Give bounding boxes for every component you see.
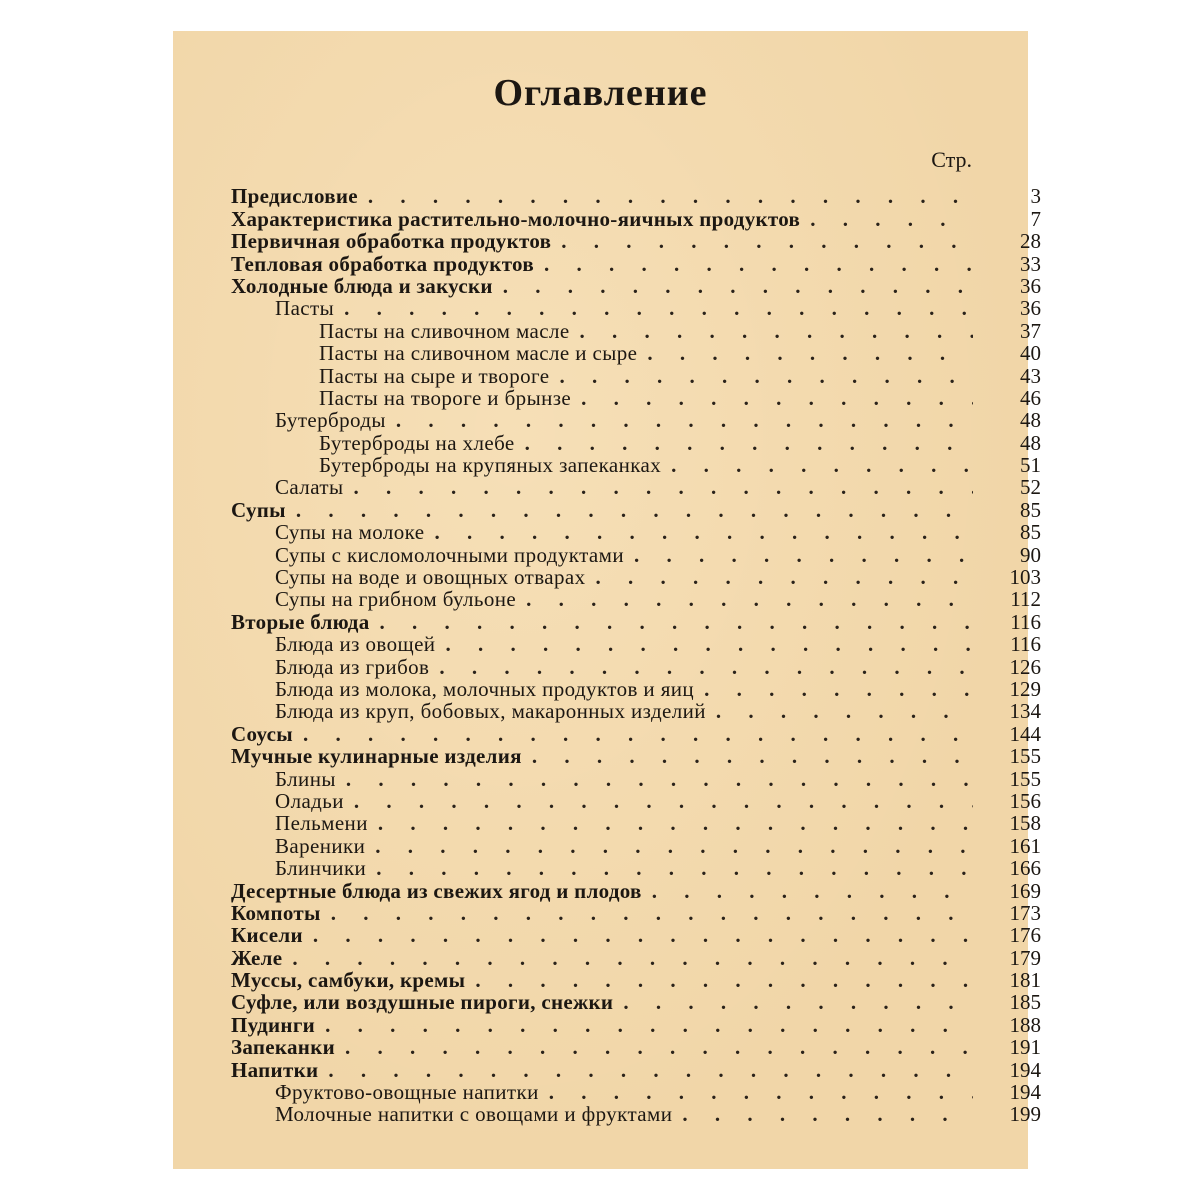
- toc-entry-page-number: 156: [1009, 788, 1041, 813]
- toc-entry-page-number: 169: [1009, 878, 1041, 903]
- toc-entry-label: Соусы: [231, 721, 293, 746]
- toc-entry: [231, 676, 1041, 701]
- toc-entry-label: Суфле, или воздушные пироги, снежки: [231, 990, 614, 1015]
- toc-entry: [231, 229, 1041, 254]
- toc-entry-label: Вторые блюда: [231, 609, 370, 634]
- toc-entry: [231, 296, 1041, 321]
- book-page: [173, 31, 1041, 1169]
- toc-entry-page-number: 90: [1020, 542, 1041, 567]
- toc-entry: [231, 609, 1041, 634]
- toc-entry: [231, 721, 1041, 746]
- dot-leader: [303, 723, 973, 745]
- toc-entry-label: Блины: [275, 766, 336, 791]
- toc-entry-page-number: 85: [1020, 520, 1041, 545]
- toc-entry: [231, 565, 1041, 590]
- toc-entry: [231, 1080, 1041, 1105]
- toc-entry-label: Супы на грибном бульоне: [275, 587, 517, 612]
- toc-entry-page-number: 33: [1020, 251, 1041, 276]
- page-column-header: Стр.: [931, 147, 972, 172]
- toc-entry: [231, 318, 1041, 343]
- toc-entry-label: Пасты на твороге и брынзе: [319, 385, 572, 410]
- toc-entry-label: Компоты: [231, 900, 321, 925]
- dot-leader: [296, 499, 973, 521]
- dot-leader: [596, 566, 973, 588]
- dot-leader: [503, 275, 973, 297]
- toc-entry-label: Блюда из круп, бобовых, макаронных изделий: [275, 699, 706, 724]
- dot-leader: [623, 991, 973, 1013]
- dot-leader: [559, 365, 973, 387]
- dot-leader: [328, 1059, 973, 1081]
- dot-leader: [652, 880, 973, 902]
- toc-entry-label: Блюда из овощей: [275, 632, 436, 657]
- dot-leader: [581, 387, 973, 409]
- toc-entry-label: Бутерброды: [275, 408, 386, 433]
- toc-entry-page-number: 129: [1009, 676, 1041, 701]
- toc-entry-page-number: 194: [1009, 1057, 1041, 1082]
- toc-entry-label: Первичная обработка продуктов: [231, 229, 552, 254]
- dot-leader: [375, 835, 973, 857]
- dot-leader: [380, 611, 973, 633]
- toc-entry-page-number: 179: [1009, 945, 1041, 970]
- dot-leader: [376, 857, 973, 879]
- toc-entry-page-number: 3: [1030, 184, 1041, 209]
- toc-entry-page-number: 37: [1020, 318, 1041, 343]
- dot-leader: [671, 454, 973, 476]
- toc-entry-page-number: 48: [1020, 430, 1041, 455]
- dot-leader: [704, 678, 973, 700]
- toc-entry-page-number: 52: [1020, 475, 1041, 500]
- dot-leader: [647, 342, 973, 364]
- toc-entry-label: Блюда из грибов: [275, 654, 430, 679]
- toc-entry-label: Муссы, самбуки, кремы: [231, 968, 466, 993]
- dot-leader: [475, 969, 973, 991]
- toc-entry-page-number: 194: [1009, 1080, 1041, 1105]
- page-title: Оглавление: [493, 72, 708, 114]
- toc-entry-page-number: 46: [1020, 385, 1041, 410]
- toc-entry: [231, 878, 1041, 903]
- toc-entry: [231, 923, 1041, 948]
- toc-entry-label: Супы на молоке: [275, 520, 425, 545]
- toc-entry: [231, 1102, 1041, 1127]
- toc-entry-page-number: 40: [1020, 341, 1041, 366]
- toc-entry-label: Пельмени: [275, 811, 368, 836]
- toc-entry-label: Салаты: [275, 475, 344, 500]
- toc-entry: [231, 408, 1041, 433]
- toc-entry-page-number: 43: [1020, 363, 1041, 388]
- toc-entry-page-number: 181: [1009, 968, 1041, 993]
- toc-entry-page-number: 126: [1009, 654, 1041, 679]
- toc-entry: [231, 945, 1041, 970]
- toc-entry-page-number: 166: [1009, 856, 1041, 881]
- dot-leader: [325, 1014, 973, 1036]
- toc-entry-label: Желе: [231, 945, 283, 970]
- toc-entry-label: Бутерброды на хлебе: [319, 430, 515, 455]
- dot-leader: [580, 320, 973, 342]
- toc-entry-label: Холодные блюда и закуски: [231, 273, 493, 298]
- dot-leader: [396, 409, 973, 431]
- toc-entry-page-number: 155: [1009, 766, 1041, 791]
- dot-leader: [445, 633, 973, 655]
- toc-entry-label: Фруктово-овощные напитки: [275, 1080, 539, 1105]
- table-of-contents: [231, 184, 1041, 1127]
- toc-entry: [231, 385, 1041, 410]
- dot-leader: [525, 432, 973, 454]
- toc-entry: [231, 251, 1041, 276]
- toc-entry: [231, 654, 1041, 679]
- dot-leader: [634, 544, 973, 566]
- dot-leader: [549, 1081, 973, 1103]
- dot-leader: [292, 947, 973, 969]
- toc-entry-page-number: 7: [1030, 206, 1041, 231]
- toc-entry-page-number: 161: [1009, 833, 1041, 858]
- toc-entry-label: Пудинги: [231, 1012, 316, 1037]
- toc-entry-page-number: 158: [1009, 811, 1041, 836]
- dot-leader: [434, 521, 973, 543]
- toc-entry-label: Мучные кулинарные изделия: [231, 744, 522, 769]
- dot-leader: [346, 768, 973, 790]
- toc-entry: [231, 430, 1041, 455]
- toc-entry-page-number: 176: [1009, 923, 1041, 948]
- dot-leader: [682, 1103, 973, 1125]
- toc-entry-label: Тепловая обработка продуктов: [231, 251, 534, 276]
- toc-entry: [231, 766, 1041, 791]
- toc-entry-page-number: 191: [1009, 1035, 1041, 1060]
- dot-leader: [353, 476, 973, 498]
- toc-entry-label: Запеканки: [231, 1035, 336, 1060]
- toc-entry-label: Молочные напитки с овощами и фруктами: [275, 1102, 673, 1127]
- toc-entry: [231, 341, 1041, 366]
- toc-entry-page-number: 188: [1009, 1012, 1041, 1037]
- toc-entry: [231, 833, 1041, 858]
- dot-leader: [354, 790, 973, 812]
- toc-entry-page-number: 116: [1010, 609, 1041, 634]
- toc-entry: [231, 1057, 1041, 1082]
- dot-leader: [561, 230, 973, 252]
- toc-entry-label: Оладьи: [275, 788, 344, 813]
- toc-entry: [231, 1035, 1041, 1060]
- dot-leader: [313, 924, 973, 946]
- toc-entry-page-number: 28: [1020, 229, 1041, 254]
- toc-entry-page-number: 36: [1020, 273, 1041, 298]
- toc-entry: [231, 184, 1041, 209]
- dot-leader: [544, 253, 973, 275]
- toc-entry-label: Напитки: [231, 1057, 319, 1082]
- toc-entry: [231, 542, 1041, 567]
- toc-entry-page-number: 103: [1009, 565, 1041, 590]
- toc-entry-page-number: 85: [1020, 497, 1041, 522]
- toc-entry-label: Блюда из молока, молочных продуктов и яиц: [275, 676, 695, 701]
- toc-entry: [231, 587, 1041, 612]
- toc-entry: [231, 788, 1041, 813]
- dot-leader: [526, 588, 973, 610]
- dot-leader: [810, 208, 973, 230]
- dot-leader: [716, 700, 973, 722]
- toc-entry-page-number: 116: [1010, 632, 1041, 657]
- toc-entry-label: Вареники: [275, 833, 366, 858]
- toc-entry-page-number: 173: [1009, 900, 1041, 925]
- toc-entry: [231, 497, 1041, 522]
- toc-entry-page-number: 199: [1009, 1102, 1041, 1127]
- toc-entry-page-number: 155: [1009, 744, 1041, 769]
- toc-entry-label: Пасты на сыре и твороге: [319, 363, 550, 388]
- toc-entry-label: Супы: [231, 497, 286, 522]
- toc-entry: [231, 273, 1041, 298]
- toc-entry-label: Характеристика растительно-молочно-яичных продуктов: [231, 206, 801, 231]
- toc-entry-label: Кисели: [231, 923, 303, 948]
- toc-entry-page-number: 144: [1009, 721, 1041, 746]
- toc-entry: [231, 520, 1041, 545]
- toc-entry-label: Супы на воде и овощных отварах: [275, 565, 586, 590]
- dot-leader: [439, 656, 973, 678]
- dot-leader: [345, 1036, 973, 1058]
- toc-entry: [231, 811, 1041, 836]
- toc-entry-label: Пасты на сливочном масле: [319, 318, 570, 343]
- dot-leader: [344, 297, 973, 319]
- dot-leader: [378, 812, 973, 834]
- toc-entry-label: Супы с кисломолочными продуктами: [275, 542, 624, 567]
- toc-entry: [231, 475, 1041, 500]
- toc-entry-label: Пасты: [275, 296, 335, 321]
- toc-entry: [231, 206, 1041, 231]
- toc-entry: [231, 699, 1041, 724]
- toc-entry: [231, 453, 1041, 478]
- toc-entry-label: Предисловие: [231, 184, 358, 209]
- toc-entry-page-number: 36: [1020, 296, 1041, 321]
- toc-entry-label: Бутерброды на крупяных запеканках: [319, 453, 662, 478]
- toc-entry: [231, 744, 1041, 769]
- toc-entry: [231, 968, 1041, 993]
- toc-entry: [231, 856, 1041, 881]
- toc-entry: [231, 990, 1041, 1015]
- toc-entry-page-number: 48: [1020, 408, 1041, 433]
- toc-entry-page-number: 51: [1020, 453, 1041, 478]
- toc-entry: [231, 632, 1041, 657]
- toc-entry: [231, 363, 1041, 388]
- toc-entry: [231, 900, 1041, 925]
- toc-entry-page-number: 134: [1009, 699, 1041, 724]
- toc-entry-label: Пасты на сливочном масле и сыре: [319, 341, 638, 366]
- toc-entry-page-number: 185: [1009, 990, 1041, 1015]
- dot-leader: [368, 185, 973, 207]
- dot-leader: [532, 745, 973, 767]
- toc-entry-page-number: 112: [1010, 587, 1041, 612]
- dot-leader: [331, 902, 973, 924]
- toc-entry: [231, 1012, 1041, 1037]
- toc-entry-label: Десертные блюда из свежих ягод и плодов: [231, 878, 642, 903]
- toc-entry-label: Блинчики: [275, 856, 367, 881]
